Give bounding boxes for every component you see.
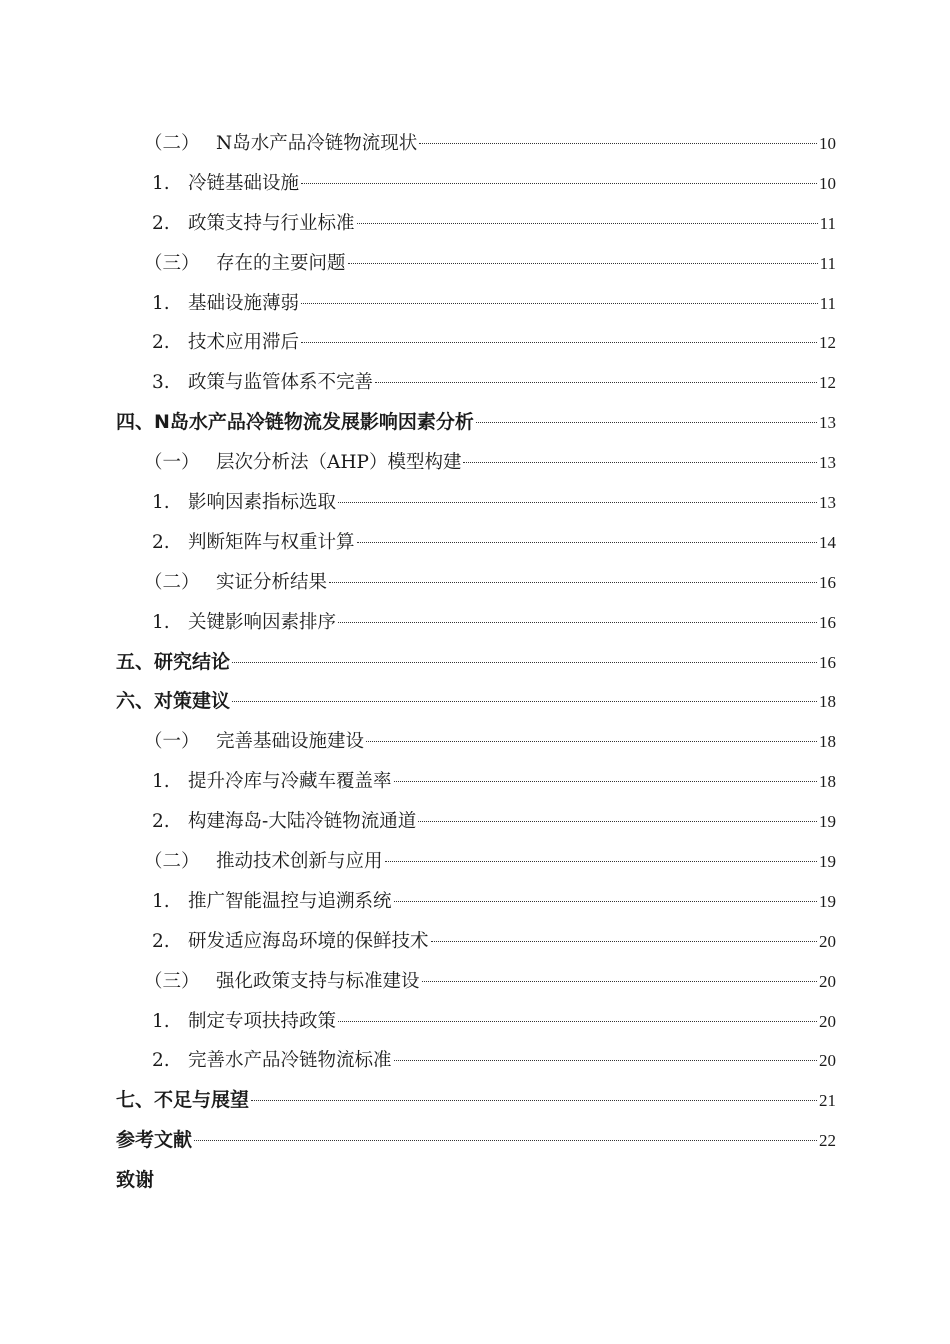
toc-entry-title: 完善基础设施建设 [216, 731, 365, 753]
toc-entry-title: 完善水产品冷链物流标准 [188, 1050, 392, 1072]
toc-page-number: 12 [819, 333, 836, 353]
toc-page-number: 19 [819, 891, 836, 911]
toc-dot-leader [394, 1060, 817, 1061]
toc-entry-title: 六、对策建议 [116, 690, 231, 713]
toc-dot-leader [232, 662, 817, 663]
toc-entry-title: 判断矩阵与权重计算 [188, 531, 355, 553]
toc-entry-number: 1. [152, 492, 170, 514]
toc-entry-number: 1. [152, 292, 170, 314]
toc-entry[interactable] [116, 682, 836, 722]
toc-dot-leader [251, 1100, 817, 1101]
toc-entry[interactable] [116, 563, 836, 603]
toc-entry-number: 2. [152, 811, 170, 833]
toc-entry-title: 四、N岛水产品冷链物流发展影响因素分析 [116, 411, 474, 434]
toc-page-number: 16 [819, 652, 836, 672]
toc-page-number: 10 [819, 173, 836, 193]
toc-entry[interactable] [116, 483, 836, 523]
toc-dot-leader [463, 462, 817, 463]
toc-dot-leader [194, 1140, 817, 1141]
toc-entry[interactable] [116, 762, 836, 802]
toc-page-number: 13 [819, 413, 836, 433]
toc-entry-title: 五、研究结论 [116, 650, 231, 673]
toc-entry[interactable] [116, 802, 836, 842]
toc-page-number: 18 [819, 732, 836, 752]
toc-entry-number: （二） [144, 851, 200, 873]
toc-entry-title: 基础设施薄弱 [188, 292, 300, 314]
toc-dot-leader [476, 422, 817, 423]
toc-dot-leader [232, 701, 817, 702]
toc-page-number: 16 [819, 612, 836, 632]
toc-dot-leader [419, 143, 817, 144]
toc-entry[interactable] [116, 323, 836, 363]
toc-entry-title: 强化政策支持与标准建设 [216, 970, 420, 992]
toc-entry[interactable] [116, 244, 836, 284]
toc-entry-title: 层次分析法（AHP）模型构建 [216, 452, 462, 474]
toc-dot-leader [329, 582, 817, 583]
toc-page-number: 12 [819, 373, 836, 393]
toc-entry[interactable] [116, 922, 836, 962]
toc-page-number: 10 [819, 134, 836, 153]
toc-page-number: 11 [819, 213, 836, 233]
toc-page-number: 20 [819, 1051, 836, 1071]
toc-entry-number: 2. [152, 212, 170, 234]
toc-entry[interactable] [116, 1121, 836, 1161]
toc-entry[interactable] [116, 1161, 836, 1201]
toc-entry-title: 提升冷库与冷藏车覆盖率 [188, 771, 392, 793]
toc-entry[interactable] [116, 962, 836, 1002]
toc-entry-title: 七、不足与展望 [116, 1089, 250, 1112]
toc-entry-title: 推动技术创新与应用 [216, 851, 383, 873]
toc-entry-title: 致谢 [116, 1169, 155, 1192]
toc-entry[interactable] [116, 1081, 836, 1121]
toc-entry[interactable] [116, 204, 836, 244]
toc-entry[interactable] [116, 124, 836, 164]
toc-entry[interactable] [116, 164, 836, 204]
toc-entry-title: 构建海岛-大陆冷链物流通道 [188, 811, 417, 833]
toc-entry-title: 存在的主要问题 [216, 252, 346, 274]
table-of-contents [116, 124, 836, 1201]
toc-dot-leader [375, 382, 817, 383]
toc-entry-title: 技术应用滞后 [188, 332, 300, 354]
toc-entry-title: 制定专项扶持政策 [188, 1010, 337, 1032]
toc-entry[interactable] [116, 643, 836, 683]
toc-entry-number: 3. [152, 372, 170, 394]
toc-entry-number: 2. [152, 332, 170, 354]
toc-dot-leader [357, 223, 818, 224]
toc-entry[interactable] [116, 363, 836, 403]
toc-dot-leader [385, 861, 817, 862]
toc-dot-leader [338, 1021, 817, 1022]
toc-page-number: 18 [819, 772, 836, 792]
toc-page-number: 22 [819, 1131, 836, 1151]
toc-entry[interactable] [116, 443, 836, 483]
toc-page-number: 13 [819, 453, 836, 473]
toc-entry[interactable] [116, 523, 836, 563]
toc-entry-number: 1. [152, 172, 170, 194]
toc-entry-number: （二） [144, 571, 200, 593]
toc-entry[interactable] [116, 1041, 836, 1081]
toc-dot-leader [348, 263, 818, 264]
toc-entry-title: 研发适应海岛环境的保鲜技术 [188, 930, 429, 952]
toc-page-number: 14 [819, 532, 836, 552]
toc-entry[interactable] [116, 284, 836, 324]
toc-page-number: 21 [819, 1091, 836, 1111]
toc-dot-leader [338, 622, 817, 623]
toc-entry-title: 实证分析结果 [216, 571, 328, 593]
toc-entry-title: 政策支持与行业标准 [188, 212, 355, 234]
toc-entry-title: 冷链基础设施 [188, 172, 300, 194]
toc-dot-leader [422, 981, 817, 982]
toc-dot-leader [301, 303, 818, 304]
toc-entry-number: （三） [144, 252, 200, 274]
toc-dot-leader [366, 741, 817, 742]
toc-dot-leader [301, 183, 817, 184]
toc-page-number: 20 [819, 931, 836, 951]
toc-entry[interactable] [116, 882, 836, 922]
toc-entry-number: 1. [152, 1010, 170, 1032]
toc-page-number: 20 [819, 1011, 836, 1031]
toc-page-number: 11 [819, 253, 836, 273]
toc-dot-leader [338, 502, 817, 503]
toc-page-number: 19 [819, 812, 836, 832]
toc-page-number: 16 [819, 572, 836, 592]
toc-entry[interactable] [116, 842, 836, 882]
toc-dot-leader [357, 542, 817, 543]
toc-entry-title: 参考文献 [116, 1129, 193, 1152]
toc-entry-title: 影响因素指标选取 [188, 492, 337, 514]
toc-entry-number: 2. [152, 930, 170, 952]
toc-entry-title: 政策与监管体系不完善 [188, 372, 374, 394]
toc-entry-number: 1. [152, 611, 170, 633]
toc-entry-title: 推广智能温控与追溯系统 [188, 890, 392, 912]
toc-entry[interactable] [116, 403, 836, 443]
toc-entry-number: （二） [144, 133, 200, 154]
toc-entry-number: 2. [152, 1050, 170, 1072]
toc-page-number: 13 [819, 493, 836, 513]
toc-page-number: 20 [819, 971, 836, 991]
toc-entry-number: （一） [144, 452, 200, 474]
toc-dot-leader [301, 342, 817, 343]
toc-entry[interactable] [116, 722, 836, 762]
toc-entry[interactable] [116, 1002, 836, 1042]
toc-dot-leader [394, 781, 817, 782]
toc-dot-leader [431, 941, 817, 942]
toc-entry-title: N岛水产品冷链物流现状 [216, 133, 418, 154]
toc-entry-number: 1. [152, 771, 170, 793]
toc-entry-number: （一） [144, 731, 200, 753]
toc-page-number: 11 [819, 293, 836, 313]
toc-entry[interactable] [116, 603, 836, 643]
toc-page-number: 18 [819, 692, 836, 712]
toc-entry-title: 关键影响因素排序 [188, 611, 337, 633]
toc-entry-number: 2. [152, 531, 170, 553]
toc-dot-leader [394, 901, 817, 902]
toc-page-number: 19 [819, 852, 836, 872]
toc-entry-number: 1. [152, 890, 170, 912]
toc-dot-leader [418, 821, 817, 822]
toc-entry-number: （三） [144, 970, 200, 992]
